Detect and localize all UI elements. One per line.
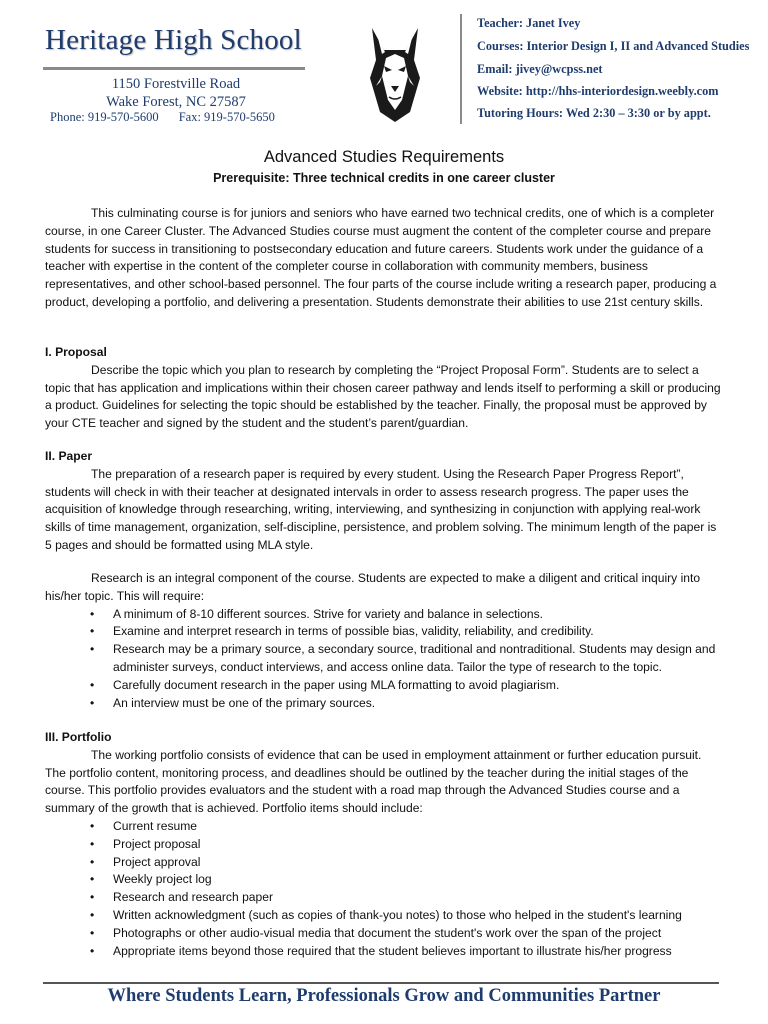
- husky-mascot-icon: [362, 20, 428, 123]
- email: Email: jivey@wcpss.net: [477, 62, 603, 76]
- phone: Phone: 919-570-5600: [50, 110, 159, 124]
- list-item: • Carefully document research in the paper using MLA formatting to avoid plagiarism.: [45, 677, 721, 695]
- research-requirements-list: [45, 606, 721, 713]
- intro-paragraph: This culminating course is for juniors and seniors who have earned two technical credits, one of which is a completer course, in one Career Cluster. The Advanced Studies course must augment the content of the completer course and prepare students for success in transitioning to postsecondary education and future careers. Students work under the guidance of a teacher with expertise in the content of the completer course in collaboration with community members, business representatives, and other school-based personnel. The four parts of the course include writing a research paper, producing a product, developing a portfolio, and delivering a presentation. Students demonstrate their abilities to use 21st century skills.: [45, 206, 717, 309]
- contact-phone-fax: [50, 110, 295, 125]
- portfolio-items-list: [45, 818, 721, 960]
- paper-section: [45, 448, 721, 555]
- list-item: • Research may be a primary source, a secondary source, traditional and nontraditional. Students may design and administer surveys, conduct interviews, and access online data. Tailor the type of research to the topic.: [45, 641, 721, 677]
- footer-motto: Where Students Learn, Professionals Grow and Communities Partner: [107, 986, 661, 1006]
- proposal-paragraph: Describe the topic which you plan to research by completing the “Project Proposal Form”. Students are to select a topic that has application and implications within their chosen career pathway and lends itself to performing a skill or producing a product. Guidelines for selecting the topic should be established by the teacher. Finally, the proposal must be approved by your CTE teacher and signed by the student and the student’s parent/guardian.: [45, 362, 721, 431]
- page-title: Advanced Studies Requirements: [263, 148, 505, 166]
- portfolio-paragraph: The working portfolio consists of evidence that can be used in employment attainment or further education pursuit. The portfolio content, monitoring process, and deadlines should be outlined by the teacher during the initial stages of the course. This portfolio provides evaluators and the student with a road map through the Advanced Studies course and a summary of the growth that is achieved. Portfolio items should include:: [45, 747, 702, 816]
- list-item: • A minimum of 8-10 different sources. Strive for variety and balance in selections.: [45, 606, 721, 624]
- website: Website: http://hhs-interiordesign.weebly.com: [477, 84, 719, 98]
- page-subtitle: Prerequisite: Three technical credits in one career cluster: [213, 171, 555, 185]
- address-line-1: 1150 Forestville Road: [111, 76, 241, 92]
- list-item: • Research and research paper: [45, 889, 721, 907]
- courses: Courses: Interior Design I, II and Advanced Studies: [477, 39, 750, 53]
- address-line-2: Wake Forest, NC 27587: [106, 94, 246, 110]
- proposal-section: [45, 344, 721, 433]
- list-item: • Photographs or other audio-visual media that document the student's work over the span of the project: [45, 925, 721, 943]
- list-item: • Weekly project log: [45, 871, 721, 889]
- research-section: [45, 570, 721, 712]
- intro-section: [45, 205, 721, 312]
- footer-rule: [43, 982, 719, 984]
- list-item: • Examine and interpret research in terms of possible bias, validity, reliability, and credibility.: [45, 623, 721, 641]
- tutoring-hours: Tutoring Hours: Wed 2:30 – 3:30 or by appt.: [477, 106, 711, 120]
- list-item: • Written acknowledgment (such as copies of thank-you notes) to those who helped in the student's learning: [45, 907, 721, 925]
- paper-heading: II. Paper: [45, 449, 93, 463]
- list-item: • Current resume: [45, 818, 721, 836]
- proposal-heading: I. Proposal: [45, 345, 107, 359]
- school-name: Heritage High School: [45, 24, 302, 56]
- portfolio-heading: III. Portfolio: [45, 730, 112, 744]
- paper-paragraph: The preparation of a research paper is required by every student. Using the Research Paper Progress Report”, students will check in with their teacher at designated intervals in order to assess research progress. The paper uses the acquisition of knowledge through researching, writing, interviewing, and synthesizing in conjunction with applying real-work skills of time management, organization, self-discipline, persistence, and problem solving. The minimum length of the paper is 5 pages and should be formatted using MLA style.: [45, 466, 717, 552]
- school-name-rule: [43, 67, 305, 70]
- research-paragraph: Research is an integral component of the course. Students are expected to make a diligent and critical inquiry into his/her topic. This will require:: [45, 571, 701, 603]
- list-item: • Project proposal: [45, 836, 721, 854]
- list-item: • Project approval: [45, 854, 721, 872]
- fax: Fax: 919-570-5650: [178, 110, 275, 124]
- letterhead: [0, 0, 768, 135]
- portfolio-section: [45, 729, 721, 960]
- list-item: • Appropriate items beyond those required that the student believes important to illustrate his/her progress: [45, 943, 721, 961]
- teacher-name: Teacher: Janet Ivey: [477, 16, 581, 30]
- header-divider: [460, 14, 462, 124]
- list-item: • An interview must be one of the primary sources.: [45, 695, 721, 713]
